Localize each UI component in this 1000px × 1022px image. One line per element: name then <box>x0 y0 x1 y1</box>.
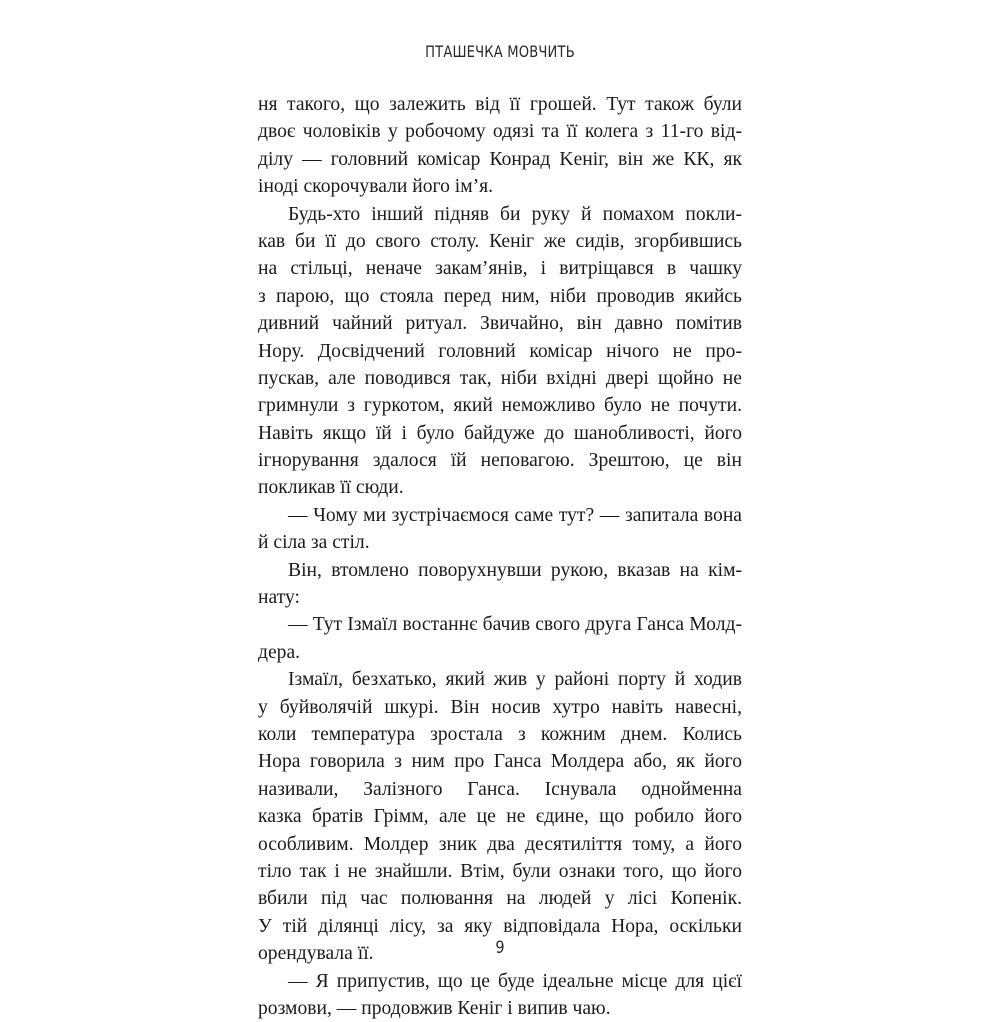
text-line: розмови, — продовжив Кеніг і випив чаю. <box>258 997 611 1019</box>
text-line: Нору. Досвідчений головний комісар нічого не про- <box>258 340 742 362</box>
text-line: дера. <box>258 641 301 663</box>
text-line: на стільці, неначе закам’янів, і витріщався в чашку <box>258 258 742 280</box>
text-line: Будь-хто інший підняв би руку й помахом покли- <box>288 203 742 225</box>
text-line: іноді скорочували його ім’я. <box>258 176 494 198</box>
text-line: у буйволячій шкурі. Він носив хутро навіть навесні, <box>258 696 742 718</box>
text-line: вбили під час полювання на людей у лісі Копенік. <box>258 888 742 910</box>
text-line: кав би її до свого столу. Кеніг же сидів, згорбившись <box>258 230 742 252</box>
text-line: Він, втомлено поворухнувши рукою, вказав на кім- <box>288 559 742 581</box>
text-line: з парою, що стояла перед ним, ніби проводив якийсь <box>258 285 742 307</box>
text-line: покликав її сюди. <box>258 477 404 499</box>
text-line: тіло так і не знайшли. Втім, були ознаки того, що його <box>258 860 742 882</box>
text-line: називали, Залізного Ганса. Існувала однойменна <box>258 778 742 800</box>
text-line: У тій ділянці лісу, за яку відповідала Нора, оскільки <box>258 915 742 937</box>
text-line: Ізмаїл, безхатько, який жив у районі порту й ходив <box>288 669 742 691</box>
text-line: ділу — головний комісар Конрад Keніг, він же КК, як <box>258 148 742 170</box>
text-line: Навіть якщо їй і було байдуже до шанобливості, його <box>258 422 742 444</box>
text-line: — Я припустив, що це буде ідеальне місце для цієї <box>288 970 742 992</box>
text-line: нату: <box>258 587 300 609</box>
text-line: ігнорування здалося їй неповагою. Зрештою, це він <box>258 450 742 472</box>
text-line: особливим. Молдер зник два десятиліття тому, а його <box>258 833 742 855</box>
text-line: — Чому ми зустрічаємося саме тут? — запитала вона <box>288 504 742 526</box>
text-line: двоє чоловіків у робочому одязі та її колега з 11-го від- <box>258 121 742 143</box>
text-line: пускав, але поводився так, ніби вхідні двері щойно не <box>258 367 742 389</box>
page-number: 9 <box>495 938 505 958</box>
text-line: гримнули з гуркотом, який неможливо було не почути. <box>258 395 742 417</box>
running-head: ПТАШЕЧКА МОВЧИТЬ <box>425 42 575 61</box>
text-line: — Тут Ізмаїл востаннє бачив свого друга Ганса Молд- <box>288 614 742 636</box>
text-line: коли температура зростала з кожним днем. Колись <box>258 723 742 745</box>
text-line: дивний чайний ритуал. Звичайно, він давно помітив <box>258 313 742 335</box>
text-line: й сіла за стіл. <box>258 532 370 554</box>
text-line: ня такого, що залежить від її грошей. Тут також були <box>258 94 742 115</box>
text-line: орендувала її. <box>258 943 374 965</box>
text-line: Нора говорила з ним про Ганса Молдера або, як його <box>258 751 742 773</box>
text-line: казка братів Грімм, але це не єдине, що робило його <box>258 806 742 828</box>
body-text <box>258 91 742 1022</box>
